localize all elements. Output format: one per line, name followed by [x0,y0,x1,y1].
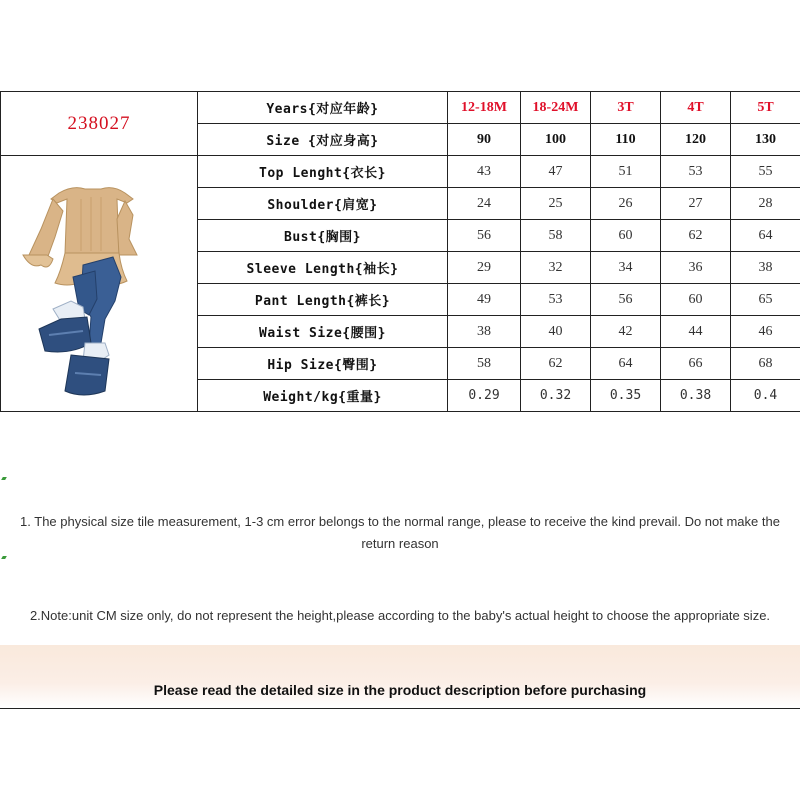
cell-value: 40 [521,316,591,348]
height-value: 120 [661,124,731,156]
row-label: Shoulder{肩宽} [198,188,448,220]
cell-value: 55 [731,156,800,188]
cell-value: 56 [448,220,521,252]
cell-value: 0.32 [521,380,591,412]
cell-value: 25 [521,188,591,220]
purchase-reminder-banner [0,645,800,709]
cell-value: 43 [448,156,521,188]
ruffle-top-icon [23,187,137,285]
cell-value: 47 [521,156,591,188]
cell-value: 60 [591,220,661,252]
measurement-note: 1. The physical size tile measurement, 1-3 cm error belongs to the normal range, please to receive the kind prevail. Do not make the return reason [20,514,780,551]
height-value: 90 [448,124,521,156]
cell-value: 34 [591,252,661,284]
height-value: 100 [521,124,591,156]
row-label: Waist Size{腰围} [198,316,448,348]
product-outfit-icon [1,159,197,409]
unit-note: 2.Note:unit CM size only, do not represent the height,please according to the baby's actual height to choose the appropriate size. [29,608,771,623]
cell-value: 53 [661,156,731,188]
product-code: 238027 [1,92,198,156]
row-label: Top Lenght{衣长} [198,156,448,188]
cell-value: 38 [731,252,800,284]
cell-value: 65 [731,284,800,316]
cell-value: 24 [448,188,521,220]
header-row-years [1,92,800,124]
cell-value: 36 [661,252,731,284]
cell-value: 0.38 [661,380,731,412]
cell-value: 32 [521,252,591,284]
cell-value: 66 [661,348,731,380]
cell-value: 56 [591,284,661,316]
flared-jeans-icon [39,257,121,395]
cell-value: 49 [448,284,521,316]
cell-value: 68 [731,348,800,380]
cell-value: 26 [591,188,661,220]
bullet-tick-icon [1,477,7,480]
cell-value: 27 [661,188,731,220]
cell-value: 38 [448,316,521,348]
size-header: 4T [661,92,731,124]
bullet-tick-icon [1,556,7,559]
cell-value: 62 [521,348,591,380]
row-label: Sleeve Length{袖长} [198,252,448,284]
size-header: 3T [591,92,661,124]
row-label: Hip Size{臀围} [198,348,448,380]
row-label: Pant Length{裤长} [198,284,448,316]
product-image-cell [1,156,198,412]
cell-value: 58 [521,220,591,252]
header-label-years: Years{对应年龄} [198,92,448,124]
height-value: 130 [731,124,800,156]
height-value: 110 [591,124,661,156]
size-chart-table [0,91,800,412]
cell-value: 44 [661,316,731,348]
header-label-height: Size {对应身高} [198,124,448,156]
cell-value: 42 [591,316,661,348]
row-label: Bust{胸围} [198,220,448,252]
cell-value: 29 [448,252,521,284]
cell-value: 0.35 [591,380,661,412]
cell-value: 60 [661,284,731,316]
cell-value: 64 [591,348,661,380]
size-header: 12-18M [448,92,521,124]
cell-value: 64 [731,220,800,252]
cell-value: 46 [731,316,800,348]
cell-value: 0.29 [448,380,521,412]
size-header: 5T [731,92,800,124]
cell-value: 58 [448,348,521,380]
cell-value: 28 [731,188,800,220]
banner-text: Please read the detailed size in the product description before purchasing [153,682,647,698]
size-header: 18-24M [521,92,591,124]
cell-value: 53 [521,284,591,316]
cell-value: 62 [661,220,731,252]
row-label: Weight/kg{重量} [198,380,448,412]
cell-value: 0.4 [731,380,800,412]
table-row [1,156,800,188]
cell-value: 51 [591,156,661,188]
